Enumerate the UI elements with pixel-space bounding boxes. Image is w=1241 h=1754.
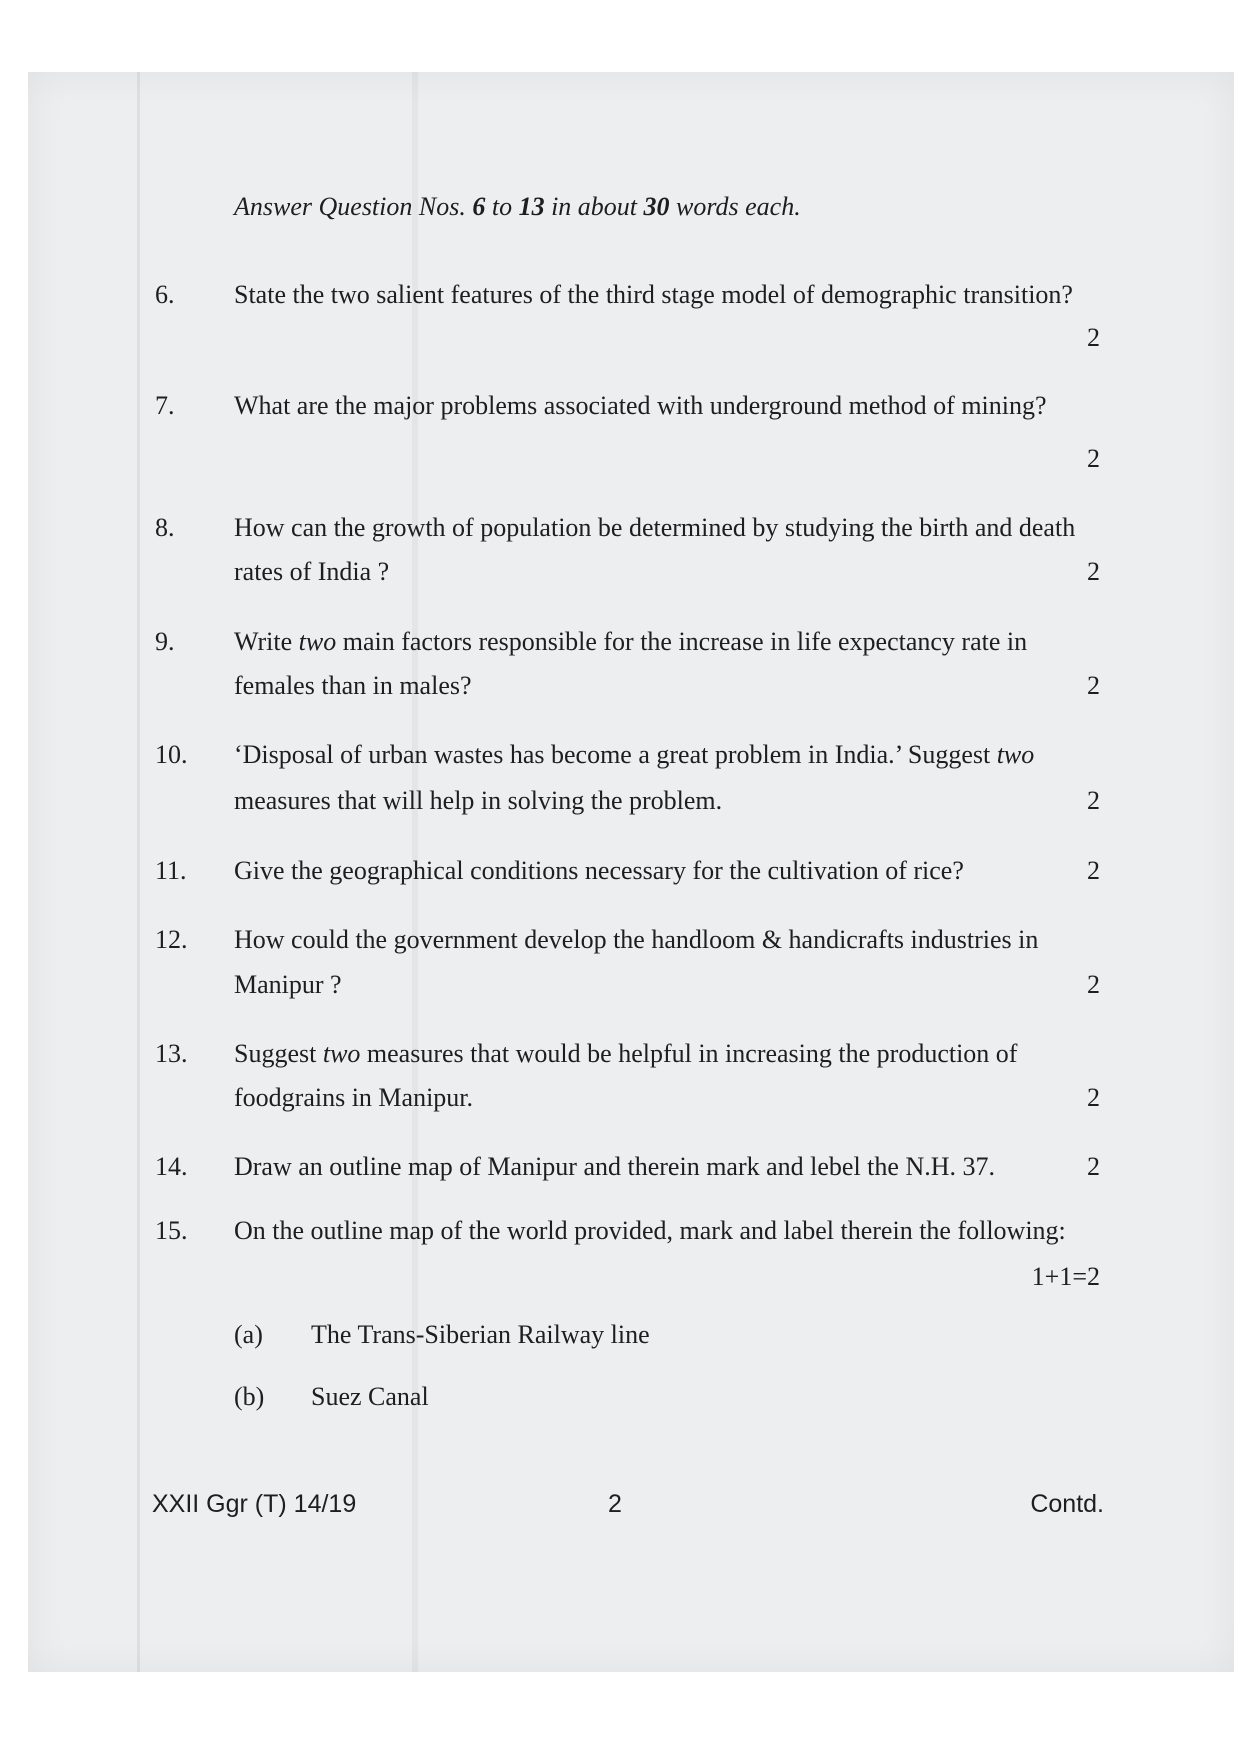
question-number: 14.: [155, 1152, 188, 1181]
paper-code: XXII Ggr (T) 14/19: [152, 1490, 357, 1518]
question-text: Give the geographical conditions necessary for the cultivation of rice?: [234, 856, 964, 885]
question-marks: 2: [1087, 557, 1100, 586]
question-text: ‘Disposal of urban wastes has become a great problem in India.’ Suggest two: [234, 740, 1035, 769]
question-marks: 2: [1087, 1083, 1100, 1112]
continued-label: Contd.: [1030, 1490, 1104, 1518]
question-text: Suggest two measures that would be helpful in increasing the production of: [234, 1039, 1018, 1068]
question-marks: 2: [1087, 444, 1100, 473]
question-text: State the two salient features of the third stage model of demographic transition?: [234, 280, 1073, 309]
question-text-line-2: females than in males?: [234, 671, 472, 700]
question-number: 8.: [155, 513, 175, 542]
question-number: 11.: [155, 856, 187, 885]
question-marks: 2: [1087, 671, 1100, 700]
question-text: How can the growth of population be determined by studying the birth and death: [234, 513, 1076, 542]
sub-item-text: The Trans-Siberian Railway line: [311, 1320, 650, 1349]
question-marks: 2: [1087, 1152, 1100, 1181]
page-number: 2: [608, 1490, 622, 1518]
question-text-line-2: foodgrains in Manipur.: [234, 1083, 474, 1112]
question-text: How could the government develop the handloom & handicrafts industries in: [234, 925, 1039, 954]
question-text: What are the major problems associated with underground method of mining?: [234, 391, 1047, 420]
question-number: 10.: [155, 740, 188, 769]
question-number: 6.: [155, 280, 175, 309]
question-marks: 2: [1087, 970, 1100, 999]
question-number: 13.: [155, 1039, 188, 1068]
question-text-line-2: measures that will help in solving the problem.: [234, 786, 723, 815]
question-marks: 2: [1087, 323, 1100, 352]
question-number: 12.: [155, 925, 188, 954]
question-text: On the outline map of the world provided, mark and label therein the following:: [234, 1216, 1066, 1245]
question-number: 15.: [155, 1216, 188, 1245]
question-text: Write two main factors responsible for the increase in life expectancy rate in: [234, 627, 1028, 656]
question-text-line-2: rates of India ?: [234, 557, 390, 586]
section-instruction: Answer Question Nos. 6 to 13 in about 30 words each.: [234, 192, 801, 221]
question-text-line-2: Manipur ?: [234, 970, 342, 999]
question-marks: 2: [1087, 856, 1100, 885]
question-number: 9.: [155, 627, 175, 656]
sub-item-label: (b): [234, 1382, 265, 1411]
paper-crease: [137, 72, 140, 1672]
sub-item-label: (a): [234, 1320, 263, 1349]
question-number: 7.: [155, 391, 175, 420]
question-marks: 2: [1087, 786, 1100, 815]
question-marks: 1+1=2: [1031, 1262, 1100, 1291]
sub-item-text: Suez Canal: [311, 1382, 429, 1411]
question-text: Draw an outline map of Manipur and therein mark and lebel the N.H. 37.: [234, 1152, 995, 1181]
